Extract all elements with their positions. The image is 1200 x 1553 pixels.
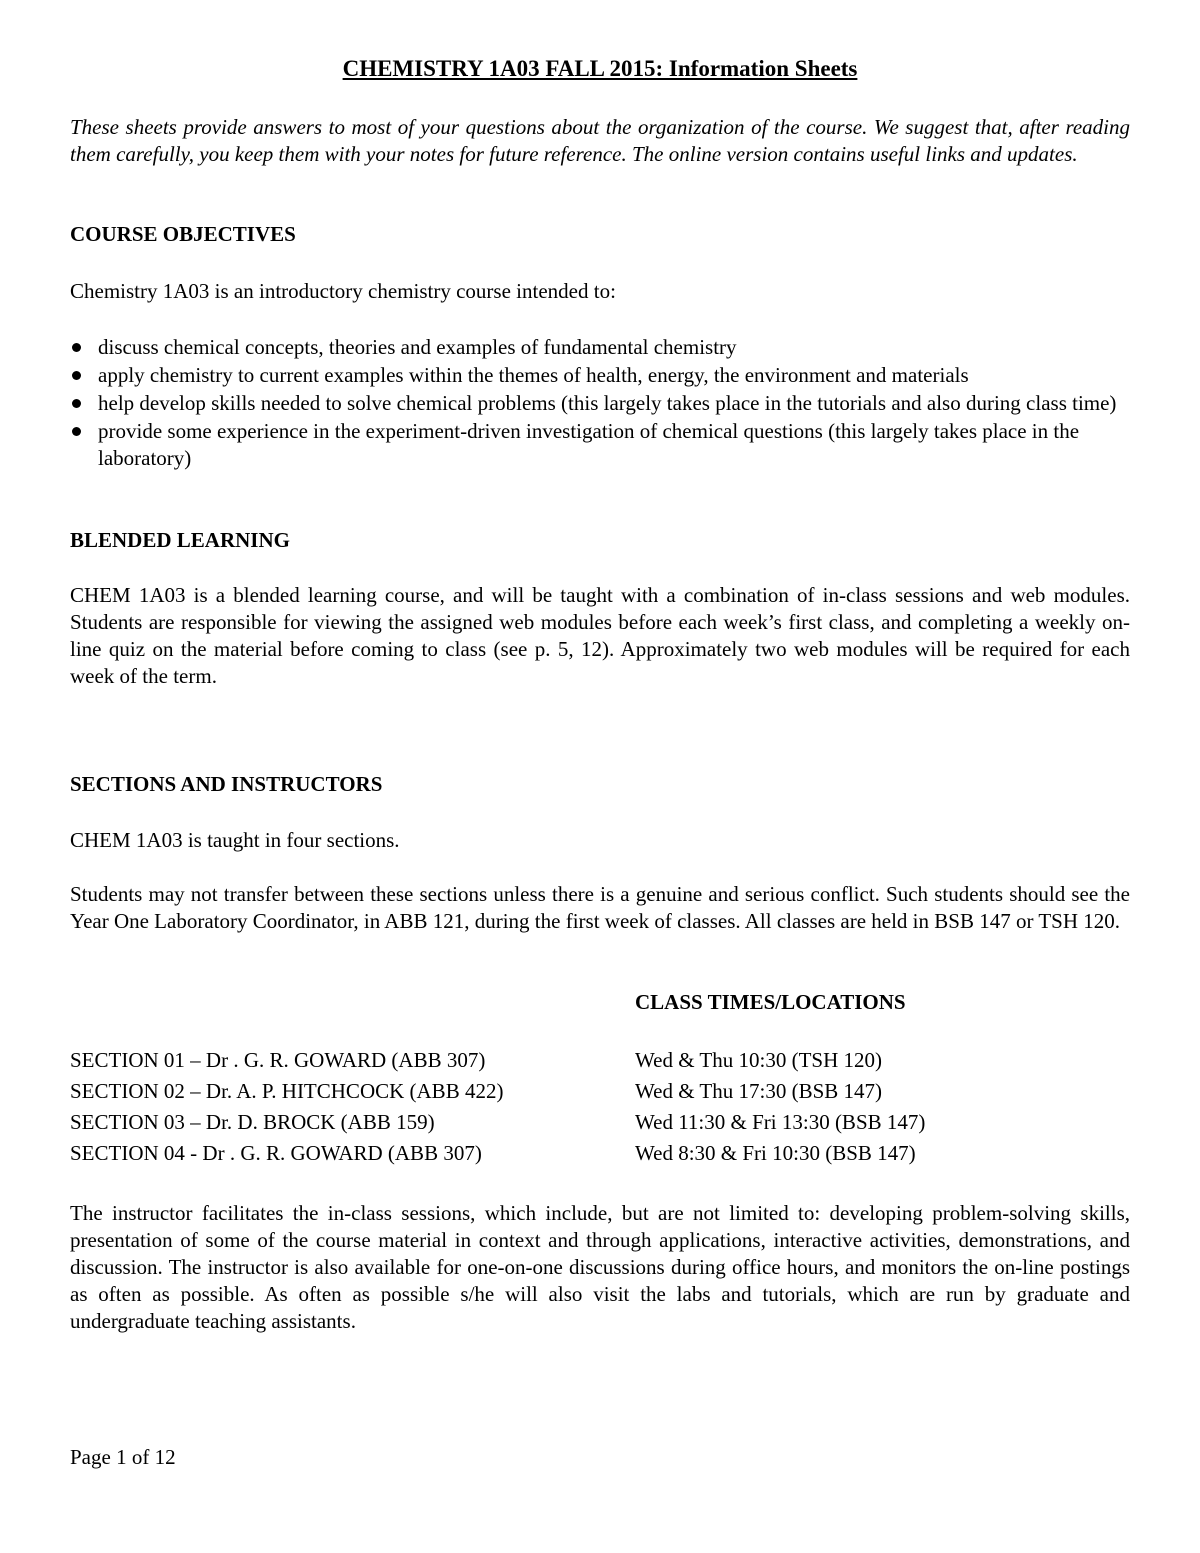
objectives-lead: Chemistry 1A03 is an introductory chemistry course intended to: <box>70 279 616 303</box>
list-item: apply chemistry to current examples within the themes of health, energy, the environment and materials <box>70 362 1130 389</box>
bullet-icon <box>72 343 81 352</box>
bullet-icon <box>72 399 81 408</box>
course-objectives-heading: COURSE OBJECTIVES <box>70 222 296 246</box>
class-time: Wed 8:30 & Fri 10:30 (BSB 147) <box>635 1141 916 1165</box>
section-name: SECTION 03 – Dr. D. BROCK (ABB 159) <box>70 1110 435 1134</box>
sections-heading: SECTIONS AND INSTRUCTORS <box>70 772 383 796</box>
bullet-icon <box>72 427 81 436</box>
page-number: Page 1 of 12 <box>70 1445 176 1469</box>
list-item: provide some experience in the experiment-driven investigation of chemical questions (this largely takes place in the laboratory) <box>70 418 1130 472</box>
list-item: help develop skills needed to solve chemical problems (this largely takes place in the tutorials and also during class time) <box>70 390 1130 417</box>
bullet-icon <box>72 371 81 380</box>
section-name: SECTION 04 - Dr . G. R. GOWARD (ABB 307) <box>70 1141 482 1165</box>
blended-learning-paragraph: CHEM 1A03 is a blended learning course, and will be taught with a combination of in-class sessions and web modules. Students are responsible for viewing the assigned web modules before each week’s first class, and completing a weekly on-line quiz on the material before coming to class (see p. 5, 12). Approximately two web modules will be required for each week of the term. <box>70 583 1130 688</box>
transfer-paragraph: Students may not transfer between these sections unless there is a genuine and serious conflict. Such students should see the Year One Laboratory Coordinator, in ABB 121, during the first week of classes. All classes are held in BSB 147 or TSH 120. <box>70 882 1130 933</box>
table-row <box>70 1045 1130 1076</box>
intro-paragraph: These sheets provide answers to most of your questions about the organization of the course. We suggest that, after reading them carefully, you keep them with your notes for future reference. The online version contains useful links and updates. <box>70 115 1130 166</box>
table-row <box>70 1076 1130 1107</box>
instructor-paragraph: The instructor facilitates the in-class sessions, which include, but are not limited to: developing problem-solving skills, presentation of some of the course material in context and through applications, interactive activities, demonstrations, and discussion. The instructor is also available for one-on-one discussions during office hours, and monitors the on-line postings as often as possible. As often as possible s/he will also visit the labs and tutorials, which are run by graduate and undergraduate teaching assistants. <box>70 1201 1130 1333</box>
class-time: Wed & Thu 10:30 (TSH 120) <box>635 1048 882 1072</box>
section-name: SECTION 02 – Dr. A. P. HITCHCOCK (ABB 422) <box>70 1079 504 1103</box>
table-row <box>70 1138 1130 1169</box>
section-name: SECTION 01 – Dr . G. R. GOWARD (ABB 307) <box>70 1048 486 1072</box>
document-title: CHEMISTRY 1A03 FALL 2015: Information Sheets <box>342 56 858 81</box>
blended-learning-heading: BLENDED LEARNING <box>70 528 290 552</box>
sections-lead: CHEM 1A03 is taught in four sections. <box>70 828 400 852</box>
table-row <box>70 1107 1130 1138</box>
class-time: Wed 11:30 & Fri 13:30 (BSB 147) <box>635 1110 926 1134</box>
objectives-list <box>70 334 1130 473</box>
class-times-heading: CLASS TIMES/LOCATIONS <box>635 990 906 1014</box>
class-time: Wed & Thu 17:30 (BSB 147) <box>635 1079 883 1103</box>
list-item: discuss chemical concepts, theories and examples of fundamental chemistry <box>70 334 1130 361</box>
